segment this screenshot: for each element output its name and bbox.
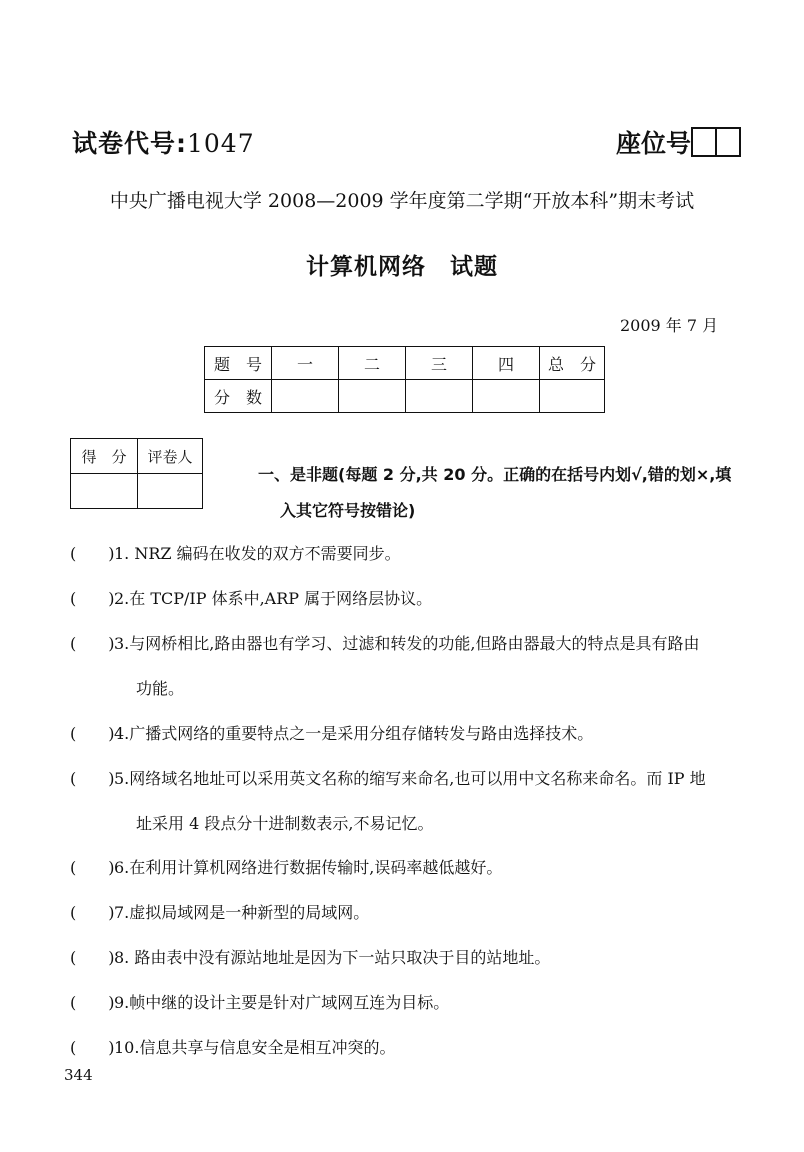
page-number: 344 xyxy=(64,1066,93,1084)
question-text-continued: 址采用 4 段点分十进制数表示,不易记忆。 xyxy=(136,814,434,833)
answer-parentheses[interactable]: ( ) xyxy=(70,1038,115,1057)
question-text: 1. NRZ 编码在收发的双方不需要同步。 xyxy=(114,544,401,563)
question-item xyxy=(70,586,432,609)
question-text: 8. 路由表中没有源站地址是因为下一站只取决于目的站地址。 xyxy=(114,948,551,967)
question-item xyxy=(70,1035,395,1058)
seat-box-2[interactable] xyxy=(717,127,741,157)
answer-parentheses[interactable]: ( ) xyxy=(70,769,115,788)
answer-parentheses[interactable]: ( ) xyxy=(70,948,115,967)
question-text: 10.信息共享与信息安全是相互冲突的。 xyxy=(114,1038,396,1057)
seat-box-1[interactable] xyxy=(691,127,717,157)
score-header-cell: 总 分 xyxy=(540,347,605,380)
grader-name-header: 评卷人 xyxy=(138,439,203,474)
answer-parentheses[interactable]: ( ) xyxy=(70,589,115,608)
score-cell[interactable] xyxy=(272,380,339,413)
score-cell[interactable] xyxy=(473,380,540,413)
score-cell[interactable] xyxy=(540,380,605,413)
score-header-cell: 四 xyxy=(473,347,540,380)
section-title-continued: 入其它符号按错论) xyxy=(280,501,416,520)
paper-code xyxy=(72,124,255,160)
question-item xyxy=(70,541,401,564)
score-row-label: 分 数 xyxy=(205,380,272,413)
answer-parentheses[interactable]: ( ) xyxy=(70,724,115,743)
seat-number xyxy=(616,124,741,160)
answer-parentheses[interactable]: ( ) xyxy=(70,993,115,1012)
question-item xyxy=(70,631,699,654)
question-item xyxy=(70,721,593,744)
question-item xyxy=(70,990,449,1013)
score-table xyxy=(204,346,605,413)
score-table-score-row xyxy=(205,380,605,413)
question-item xyxy=(70,855,502,878)
question-item xyxy=(70,945,550,968)
grader-score-cell[interactable] xyxy=(71,474,138,509)
grader-table xyxy=(70,438,203,509)
question-text: 6.在利用计算机网络进行数据传输时,误码率越低越好。 xyxy=(114,858,503,877)
score-header-cell: 题 号 xyxy=(205,347,272,380)
question-text: 7.虚拟局域网是一种新型的局域网。 xyxy=(114,903,370,922)
question-item xyxy=(70,900,369,923)
score-cell[interactable] xyxy=(339,380,406,413)
section-title: 一、是非题(每题 2 分,共 20 分。正确的在括号内划√,错的划×,填 xyxy=(258,465,732,484)
answer-parentheses[interactable]: ( ) xyxy=(70,544,115,563)
grader-score-header: 得 分 xyxy=(71,439,138,474)
question-text: 4.广播式网络的重要特点之一是采用分组存储转发与路由选择技术。 xyxy=(114,724,594,743)
score-header-cell: 二 xyxy=(339,347,406,380)
answer-parentheses[interactable]: ( ) xyxy=(70,858,115,877)
exam-date: 2009 年 7 月 xyxy=(620,316,719,335)
score-header-cell: 三 xyxy=(406,347,473,380)
question-text: 5.网络域名地址可以采用英文名称的缩写来命名,也可以用中文名称来命名。而 IP 地 xyxy=(114,769,706,788)
answer-parentheses[interactable]: ( ) xyxy=(70,903,115,922)
grader-name-cell[interactable] xyxy=(138,474,203,509)
score-cell[interactable] xyxy=(406,380,473,413)
paper-code-number: 1047 xyxy=(187,129,255,158)
paper-code-label: 试卷代号: xyxy=(72,129,187,158)
question-text-continued: 功能。 xyxy=(136,679,185,698)
question-text: 9.帧中继的设计主要是针对广域网互连为目标。 xyxy=(114,993,450,1012)
exam-title: 中央广播电视大学 2008—2009 学年度第二学期“开放本科”期末考试 xyxy=(109,190,695,212)
score-header-cell: 一 xyxy=(272,347,339,380)
seat-label: 座位号 xyxy=(616,129,692,158)
answer-parentheses[interactable]: ( ) xyxy=(70,634,115,653)
subject-title: 计算机网络 试题 xyxy=(306,254,498,280)
question-text: 3.与网桥相比,路由器也有学习、过滤和转发的功能,但路由器最大的特点是具有路由 xyxy=(114,634,700,653)
question-item xyxy=(70,766,706,789)
question-text: 2.在 TCP/IP 体系中,ARP 属于网络层协议。 xyxy=(114,589,433,608)
score-table-header-row xyxy=(205,347,605,380)
